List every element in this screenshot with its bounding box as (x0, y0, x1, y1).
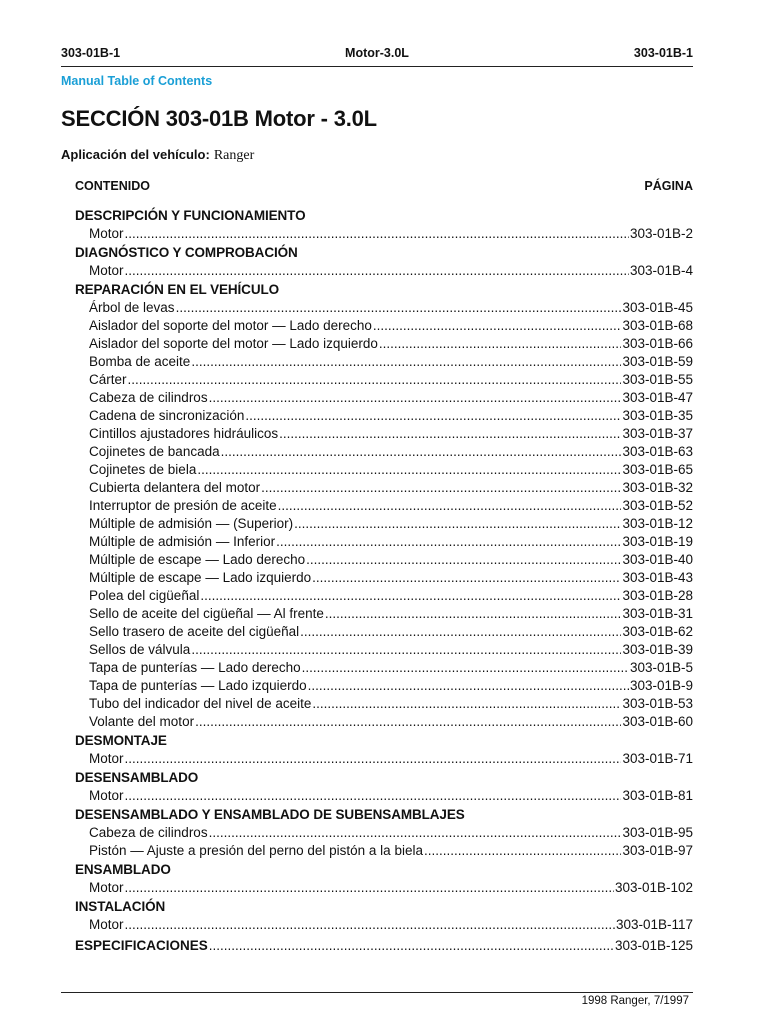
toc-entry-page: 303-01B-40 (622, 552, 693, 567)
dot-leader (279, 425, 621, 443)
dot-leader (209, 937, 614, 955)
toc-entry-page: 303-01B-62 (622, 624, 693, 639)
toc-entry-label: Sello de aceite del cigüeñal — Al frente (89, 606, 324, 621)
toc-entry[interactable] (75, 605, 693, 623)
toc-entry-label: Motor (89, 226, 124, 241)
toc-entry-page: 303-01B-59 (622, 354, 693, 369)
toc-entry[interactable] (75, 497, 693, 515)
dot-leader (373, 317, 622, 335)
toc-entry-label: Cojinetes de bancada (89, 444, 220, 459)
toc-entry-page: 303-01B-71 (622, 751, 693, 766)
toc-entry-label: Interruptor de presión de aceite (89, 498, 277, 513)
dot-leader (261, 479, 621, 497)
toc-entry[interactable] (75, 824, 693, 842)
toc-entry-page: 303-01B-9 (629, 678, 693, 693)
toc-entry[interactable] (75, 713, 693, 731)
toc-entry[interactable] (75, 479, 693, 497)
toc-entry[interactable] (75, 335, 693, 353)
toc-entry-label: Cadena de sincronización (89, 408, 245, 423)
toc-entry-label: Árbol de levas (89, 300, 175, 315)
toc-entry-page: 303-01B-37 (622, 426, 693, 441)
toc-entry-label: Motor (89, 788, 124, 803)
toc-entry-label: Tapa de punterías — Lado izquierdo (89, 678, 307, 693)
toc-entry[interactable] (75, 750, 693, 768)
toc-entry-page: 303-01B-60 (622, 714, 693, 729)
toc-section-heading: DESENSAMBLADO (75, 770, 199, 785)
vehicle-application-value: Ranger (213, 148, 255, 163)
toc-entry-page: 303-01B-28 (622, 588, 693, 603)
toc-entry-label: Aislador del soporte del motor — Lado derecho (89, 318, 372, 333)
running-header (61, 46, 693, 64)
toc-entry[interactable] (75, 641, 693, 659)
dot-leader (191, 353, 621, 371)
table-of-contents (75, 206, 693, 955)
toc-entry-page: 303-01B-43 (622, 570, 693, 585)
toc-entry-label: Cojinetes de biela (89, 462, 197, 477)
dot-leader (125, 225, 629, 243)
toc-entry-page: 303-01B-2 (629, 226, 693, 241)
dot-leader (245, 407, 621, 425)
toc-entry-label: Sellos de válvula (89, 642, 191, 657)
toc-entry-label: Polea del cigüeñal (89, 588, 200, 603)
toc-entry-label: Motor (89, 263, 124, 278)
toc-entry[interactable] (75, 551, 693, 569)
toc-entry-label: Cubierta delantera del motor (89, 480, 261, 495)
toc-entry-page: 303-01B-47 (622, 390, 693, 405)
toc-entry-page: 303-01B-32 (622, 480, 693, 495)
toc-entry[interactable] (75, 443, 693, 461)
toc-entry-page: 303-01B-5 (629, 660, 693, 675)
toc-entry-page: 303-01B-19 (622, 534, 693, 549)
toc-entry-page: 303-01B-81 (622, 788, 693, 803)
toc-entry-page: 303-01B-63 (622, 444, 693, 459)
dot-leader (191, 641, 621, 659)
toc-entry[interactable] (75, 695, 693, 713)
dot-leader (312, 695, 621, 713)
toc-entry[interactable] (75, 677, 693, 695)
contents-column-header: CONTENIDO (75, 179, 150, 193)
toc-entry-page: 303-01B-55 (622, 372, 693, 387)
toc-entry-page: 303-01B-97 (622, 843, 693, 858)
dot-leader (221, 443, 622, 461)
header-section-number-right: 303-01B-1 (633, 46, 693, 60)
toc-entry-label: Aislador del soporte del motor — Lado izquierdo (89, 336, 378, 351)
toc-entry-label: Múltiple de admisión — Inferior (89, 534, 276, 549)
dot-leader (294, 515, 621, 533)
dot-leader (379, 335, 622, 353)
toc-section-heading: DIAGNÓSTICO Y COMPROBACIÓN (75, 245, 298, 260)
dot-leader (176, 299, 622, 317)
dot-leader (209, 824, 622, 842)
toc-section-heading: DESCRIPCIÓN Y FUNCIONAMIENTO (75, 208, 306, 223)
toc-entry-page: 303-01B-53 (622, 696, 693, 711)
dot-leader (125, 262, 629, 280)
toc-section-heading: ENSAMBLADO (75, 862, 171, 877)
header-title: Motor-3.0L (345, 46, 409, 60)
dot-leader (278, 497, 622, 515)
toc-section-heading: DESENSAMBLADO Y ENSAMBLADO DE SUBENSAMBLAJES (75, 807, 465, 822)
toc-entry-label: Volante del motor (89, 714, 195, 729)
toc-entry-page: 303-01B-39 (622, 642, 693, 657)
toc-entry[interactable] (75, 461, 693, 479)
toc-entry[interactable] (75, 407, 693, 425)
toc-entry-label: Motor (89, 880, 124, 895)
dot-leader (125, 750, 622, 768)
toc-entry[interactable] (75, 623, 693, 641)
toc-entry[interactable] (75, 425, 693, 443)
page-title: SECCIÓN 303-01B Motor - 3.0L (61, 106, 377, 131)
dot-leader (308, 677, 629, 695)
toc-section-heading: DESMONTAJE (75, 733, 167, 748)
dot-leader (195, 713, 621, 731)
toc-entry-label: Múltiple de escape — Lado izquierdo (89, 570, 312, 585)
manual-toc-link[interactable]: Manual Table of Contents (61, 74, 213, 88)
toc-entry[interactable] (75, 916, 693, 934)
toc-entry-page: 303-01B-65 (622, 462, 693, 477)
toc-entry-label: ESPECIFICACIONES (75, 938, 208, 953)
toc-entry-page: 303-01B-4 (629, 263, 693, 278)
toc-entry[interactable] (75, 371, 693, 389)
toc-entry-label: Múltiple de escape — Lado derecho (89, 552, 306, 567)
toc-entry-page: 303-01B-125 (614, 938, 693, 953)
toc-entry-page: 303-01B-117 (615, 917, 693, 932)
toc-entry-label: Cintillos ajustadores hidráulicos (89, 426, 279, 441)
header-divider (61, 66, 693, 67)
toc-entry[interactable] (75, 587, 693, 605)
dot-leader (312, 569, 621, 587)
toc-entry[interactable] (75, 317, 693, 335)
toc-column-headers (75, 179, 693, 195)
dot-leader (125, 916, 615, 934)
toc-entry[interactable] (75, 225, 693, 243)
dot-leader (200, 587, 621, 605)
dot-leader (424, 842, 621, 860)
toc-entry-label: Motor (89, 751, 124, 766)
toc-entry-label: Tapa de punterías — Lado derecho (89, 660, 301, 675)
toc-entry[interactable] (75, 515, 693, 533)
toc-entry-label: Sello trasero de aceite del cigüeñal (89, 624, 300, 639)
toc-entry-page: 303-01B-66 (622, 336, 693, 351)
toc-entry-page: 303-01B-12 (622, 516, 693, 531)
toc-entry[interactable] (75, 787, 693, 805)
footer-divider (61, 992, 693, 993)
toc-entry[interactable] (75, 569, 693, 587)
toc-entry-label: Tubo del indicador del nivel de aceite (89, 696, 312, 711)
toc-entry-page: 303-01B-102 (614, 880, 693, 895)
toc-entry-label: Bomba de aceite (89, 354, 191, 369)
toc-entry-page: 303-01B-35 (622, 408, 693, 423)
dot-leader (306, 551, 621, 569)
toc-entry-label: Múltiple de admisión — (Superior) (89, 516, 294, 531)
dot-leader (300, 623, 621, 641)
toc-entry[interactable] (75, 842, 693, 860)
toc-entry[interactable] (75, 353, 693, 371)
dot-leader (276, 533, 621, 551)
dot-leader (125, 787, 622, 805)
footer-edition: 1998 Ranger, 7/1997 (581, 995, 689, 1007)
toc-entry-label: Pistón — Ajuste a presión del perno del pistón a la biela (89, 843, 423, 858)
dot-leader (197, 461, 621, 479)
page-column-header: PÁGINA (644, 179, 693, 193)
toc-entry[interactable] (75, 299, 693, 317)
toc-entry-page: 303-01B-52 (622, 498, 693, 513)
header-section-number-left: 303-01B-1 (61, 46, 121, 60)
toc-entry-label: Cabeza de cilindros (89, 390, 208, 405)
toc-entry-label: Motor (89, 917, 124, 932)
toc-section-heading: INSTALACIÓN (75, 899, 166, 914)
dot-leader (209, 389, 622, 407)
vehicle-application (61, 147, 254, 164)
dot-leader (302, 659, 629, 677)
toc-entry-label: Cárter (89, 372, 127, 387)
toc-section-heading: REPARACIÓN EN EL VEHÍCULO (75, 282, 280, 297)
dot-leader (128, 371, 622, 389)
toc-entry[interactable] (75, 879, 693, 897)
dot-leader (125, 879, 614, 897)
toc-entry[interactable] (75, 659, 693, 677)
toc-entry-page: 303-01B-68 (622, 318, 693, 333)
toc-entry-page: 303-01B-31 (622, 606, 693, 621)
toc-entry-specifications[interactable] (75, 937, 693, 955)
toc-entry-label: Cabeza de cilindros (89, 825, 208, 840)
toc-entry[interactable] (75, 533, 693, 551)
toc-entry-page: 303-01B-45 (622, 300, 693, 315)
vehicle-application-label: Aplicación del vehículo: (61, 147, 210, 162)
toc-entry[interactable] (75, 262, 693, 280)
dot-leader (325, 605, 622, 623)
toc-entry-page: 303-01B-95 (622, 825, 693, 840)
toc-entry[interactable] (75, 389, 693, 407)
